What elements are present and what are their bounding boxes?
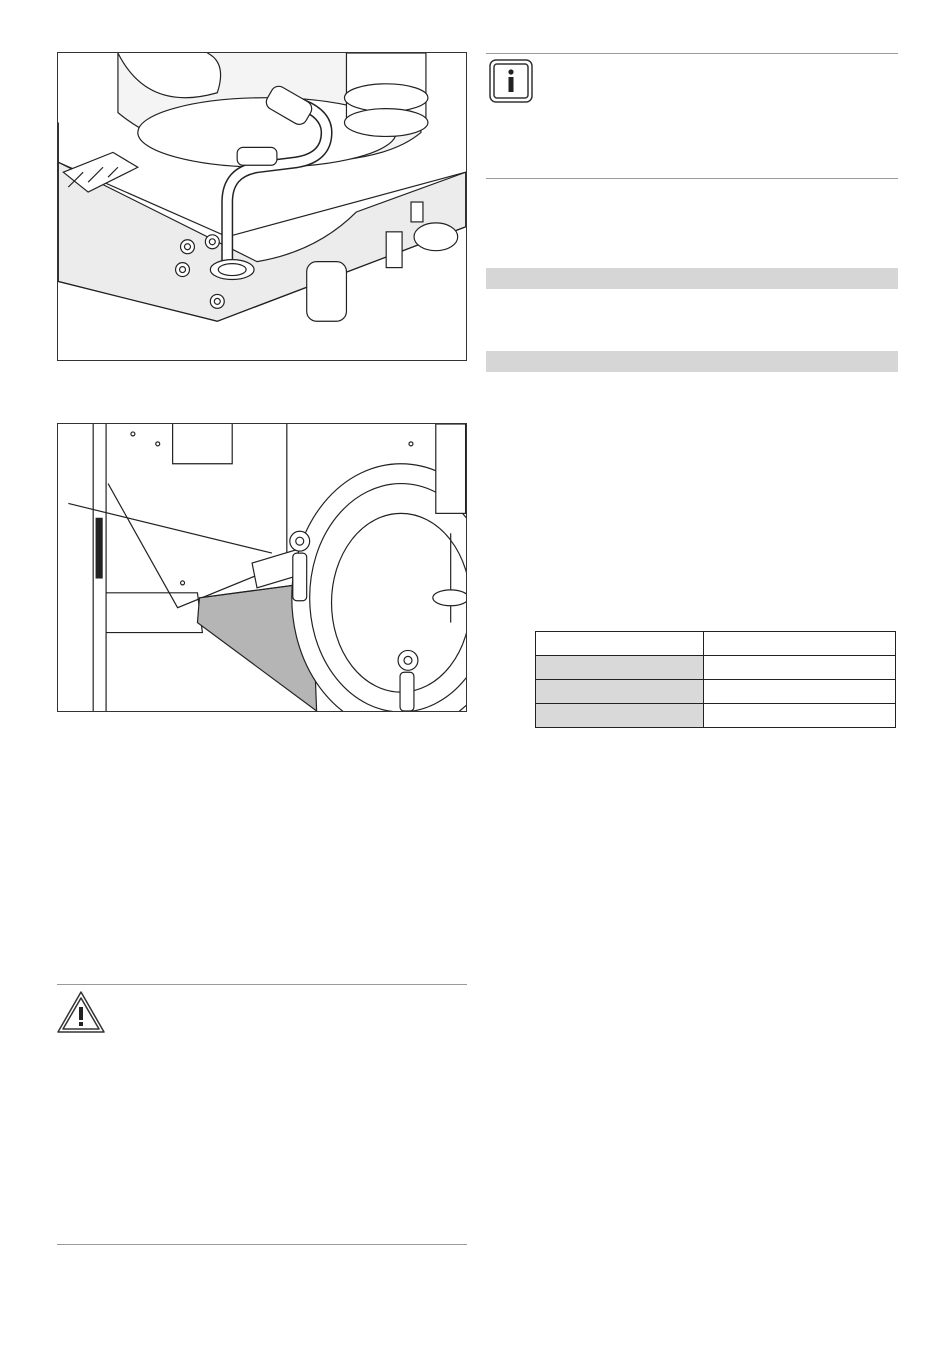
burner-illustration: [58, 424, 466, 711]
warning-bottom-rule: [57, 1244, 467, 1245]
data-table: [535, 631, 896, 728]
info-icon: [489, 59, 533, 103]
table-cell-value: [704, 704, 896, 728]
table-cell-value: [704, 680, 896, 704]
table-row: [536, 680, 896, 704]
warning-triangle-icon: [56, 990, 106, 1034]
boiler-top-illustration: [58, 53, 466, 360]
table-cell-label: [536, 656, 704, 680]
warning-top-rule: [57, 984, 467, 985]
table-cell-label: [536, 704, 704, 728]
figure-top: [57, 52, 467, 361]
table-row: [536, 632, 896, 656]
table-cell-label: [536, 680, 704, 704]
table-row: [536, 704, 896, 728]
info-top-rule: [486, 53, 898, 54]
table-cell-value: [704, 632, 896, 656]
section-bar-2-text: [486, 354, 490, 368]
section-bar-2: [486, 351, 898, 372]
section-bar-1-text: [486, 271, 490, 285]
section-bar-1: [486, 268, 898, 289]
table-cell-label: [536, 632, 704, 656]
table-row: [536, 656, 896, 680]
figure-bottom: [57, 423, 467, 712]
info-bottom-rule: [486, 178, 898, 179]
table-cell-value: [704, 656, 896, 680]
